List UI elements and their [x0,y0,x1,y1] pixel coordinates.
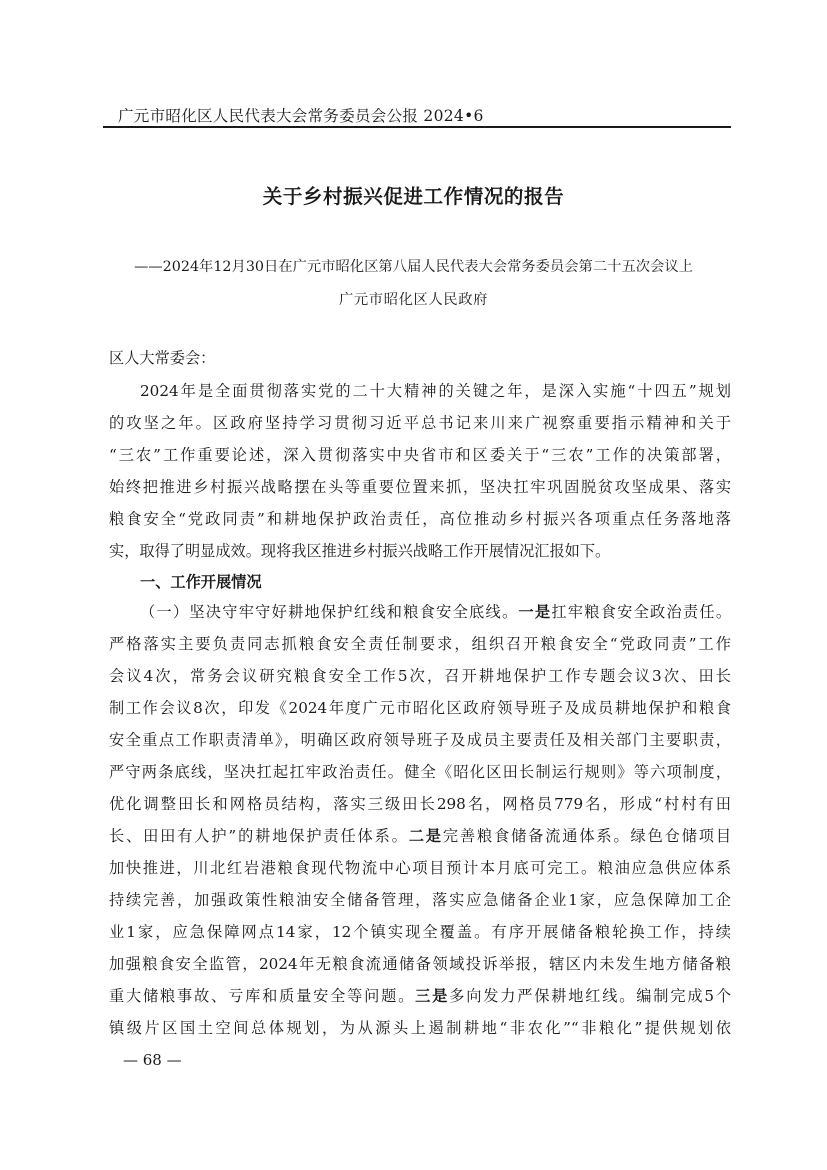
body-line: 优化调整田长和网格员结构，落实三级田长298名，网格员779名，形成“村村有田 [109,795,731,813]
body-line [140,602,731,622]
body-line: 加快推进，川北红岩港粮食现代物流中心项目预计本月底可完工。粮油应急供应体系 [109,859,731,877]
body-line: 加强粮食安全监管，2024年无粮食流通储备领域投诉举报，辖区内未发生地方储备粮 [109,955,731,973]
body-line: 会议4次，常务会议研究粮食安全工作5次，召开耕地保护工作专题会议3次、田长 [109,667,731,685]
report-author: 广元市昭化区人民政府 [339,292,488,308]
body-line: 持续完善，加强政策性粮油安全储备管理，落实应急储备企业1家，应急保障加工企 [109,891,731,909]
section-heading: 一、工作开展情况 [140,573,262,591]
salutation: 区人大常委会： [109,349,216,367]
body-text: 扛牢粮食安全政治责任。 [551,603,732,621]
body-line [109,986,731,1006]
body-text: 完善粮食储备流通体系。绿色仓储项目 [442,827,732,845]
intro-line: 实，取得了明显成效。现将我区推进乡村振兴战略工作开展情况汇报如下。 [109,542,611,560]
intro-line: “三农”工作重要论述，深入贯彻落实中央省市和区委关于“三农”工作的决策部署， [109,446,731,464]
body-text: 长、田田有人护”的耕地保护责任体系。 [109,827,409,845]
body-line [109,826,731,846]
intro-line: 粮食安全“党政同责”和耕地保护政治责任，高位推动乡村振兴各项重点任务落地落 [109,510,731,528]
report-subtitle: ——2024年12月30日在广元市昭化区第八届人民代表大会常务委员会第二十五次会议上 [134,259,693,275]
body-line: 严守两条底线，坚决扛起扛牢政治责任。健全《昭化区田长制运行规则》等六项制度， [109,763,731,781]
point-marker: 二是 [408,827,443,845]
intro-line: 的攻坚之年。区政府坚持学习贯彻习近平总书记来川来广视察重要指示精神和关于 [109,414,731,432]
body-line: 业1家，应急保障网点14家，12个镇实现全覆盖。有序开展储备粮轮换工作，持续 [109,923,731,941]
body-text: 重大储粮事故、亏库和质量安全等问题。 [109,987,416,1005]
intro-line: 始终把推进乡村振兴战略摆在头等重要位置来抓，坚决扛牢巩固脱贫攻坚成果、落实 [109,478,731,496]
running-header: 广元市昭化区人民代表大会常务委员会公报 2024•6 [118,107,484,125]
header-rule [103,126,731,128]
point-marker: 三是 [415,987,450,1005]
body-line: 镇级片区国土空间总体规划，为从源头上遏制耕地“非农化”“非粮化”提供规划依 [109,1019,731,1037]
body-text: 多向发力严保耕地红线。编制完成5个 [449,987,732,1005]
body-line: 制工作会议8次，印发《2024年度广元市昭化区政府领导班子及成员耕地保护和粮食 [109,699,731,717]
page-number: — 68 — [123,1051,182,1069]
body-line: 安全重点工作职责清单》，明确区政府领导班子及成员主要责任及相关部门主要职责， [109,731,731,749]
intro-line: 2024年是全面贯彻落实党的二十大精神的关键之年，是深入实施“十四五”规划 [140,382,731,400]
body-line: 严格落实主要负责同志抓粮食安全责任制要求，组织召开粮食安全“党政同责”工作 [109,635,731,653]
subheading: （一）坚决守牢守好耕地保护红线和粮食安全底线。 [140,603,519,621]
report-title: 关于乡村振兴促进工作情况的报告 [262,185,565,208]
point-marker: 一是 [518,603,552,621]
